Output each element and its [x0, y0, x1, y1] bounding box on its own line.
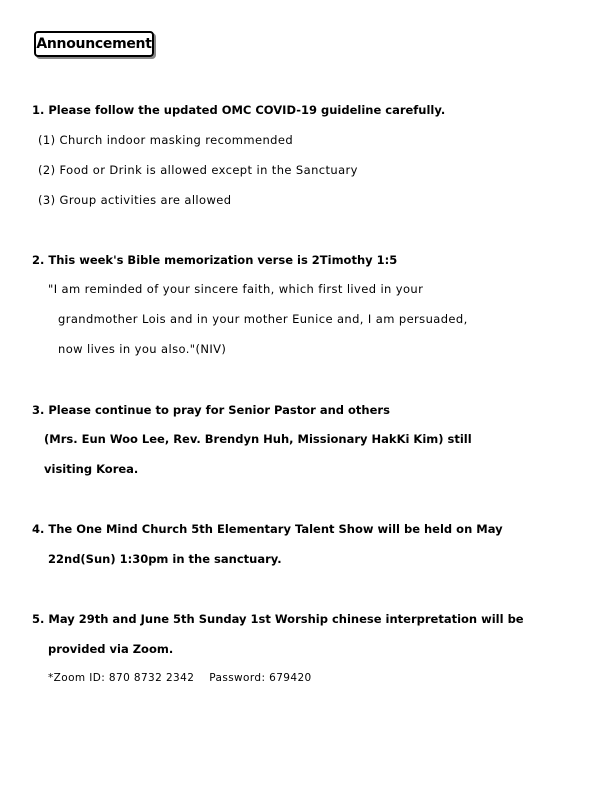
item-4-line-1: 22nd(Sun) 1:30pm in the sanctuary. — [48, 552, 282, 566]
item-5-zoom-info: *Zoom ID: 870 8732 2342 Password: 679420 — [48, 672, 312, 684]
item-2-line-2: grandmother Lois and in your mother Eunice and, I am persuaded, — [58, 312, 468, 326]
item-2-line-1: "I am reminded of your sincere faith, which first lived in your — [48, 282, 424, 296]
item-2-heading: 2. This week's Bible memorization verse is 2Timothy 1:5 — [32, 253, 398, 267]
item-1-line-2: (2) Food or Drink is allowed except in the Sanctuary — [38, 163, 358, 177]
item-1-line-1: (1) Church indoor masking recommended — [38, 133, 294, 147]
item-3-heading: 3. Please continue to pray for Senior Pastor and others — [32, 403, 390, 417]
item-3-line-2: visiting Korea. — [44, 462, 139, 476]
item-5-line-1: provided via Zoom. — [48, 642, 174, 656]
announcement-title: Announcement — [34, 31, 154, 57]
item-2-line-3: now lives in you also."(NIV) — [58, 342, 227, 356]
item-5-heading: 5. May 29th and June 5th Sunday 1st Worship chinese interpretation will be — [32, 612, 524, 626]
item-3-line-1: (Mrs. Eun Woo Lee, Rev. Brendyn Huh, Missionary HakKi Kim) still — [44, 432, 472, 446]
item-4-heading: 4. The One Mind Church 5th Elementary Talent Show will be held on May — [32, 522, 503, 536]
item-1-heading: 1. Please follow the updated OMC COVID-19 guideline carefully. — [32, 103, 446, 117]
item-1-line-3: (3) Group activities are allowed — [38, 193, 232, 207]
